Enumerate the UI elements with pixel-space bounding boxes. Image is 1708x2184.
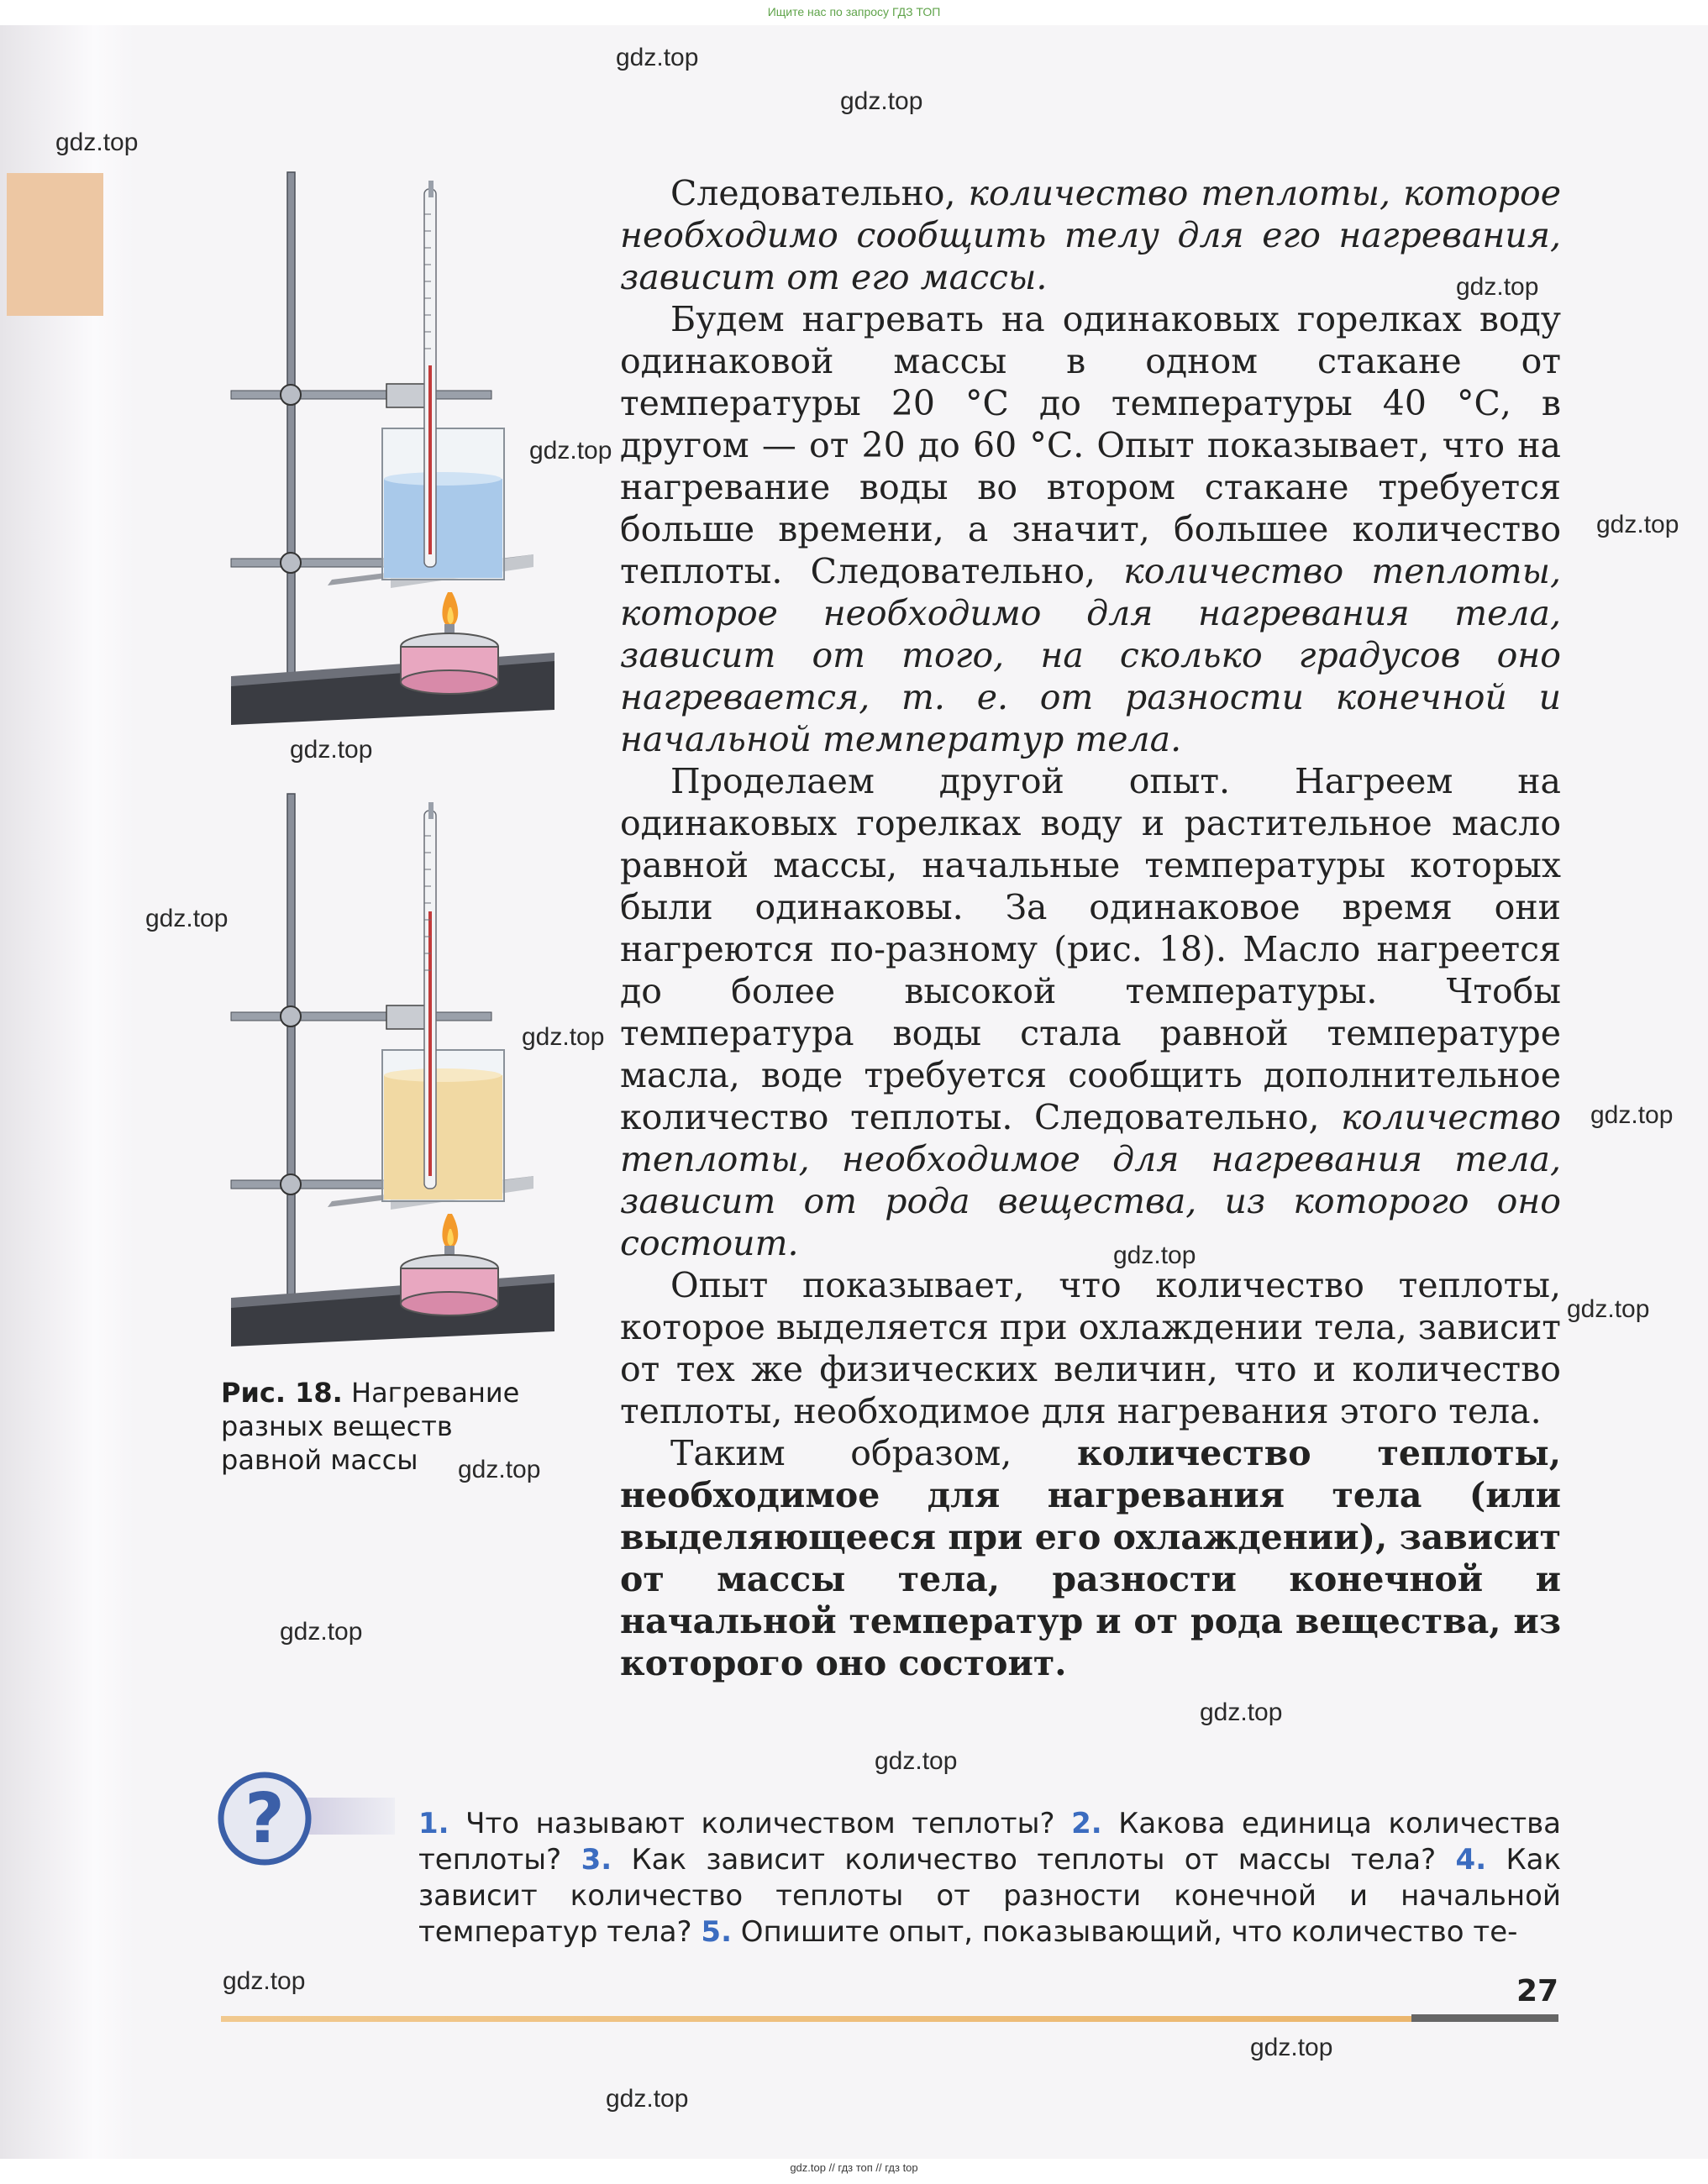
figure-water-heating	[214, 164, 567, 735]
watermark: gdz.top	[223, 1967, 306, 1995]
paragraph-1	[620, 172, 1561, 298]
watermark: gdz.top	[840, 87, 923, 115]
watermark: gdz.top	[280, 1618, 363, 1646]
stand-rod	[287, 172, 295, 680]
figure-caption-text: Нагревание разных веществ равной массы	[221, 1377, 520, 1476]
figure-caption-label: Рис. 18.	[221, 1377, 343, 1409]
text-run-italic: количество теплоты, которое необходимо для нагревания тела, зависит от того, на сколько градусов оно нагревается, т. е. от разности конечной и начальной температур тела.	[620, 551, 1561, 759]
text-run: Следовательно,	[670, 173, 969, 213]
main-text	[620, 172, 1561, 1684]
question-mark-glyph: ?	[244, 1779, 285, 1859]
question-text: Опишите опыт, показывающий, что количество те-	[731, 1915, 1518, 1949]
stand-rod	[287, 794, 295, 1302]
watermark: gdz.top	[606, 2085, 689, 2113]
paragraph-5	[620, 1432, 1561, 1684]
watermark: gdz.top	[616, 44, 699, 71]
oil	[384, 1075, 502, 1200]
clamp-rod-upper	[231, 1012, 491, 1021]
text-run: Будем нагревать на одинаковых горелках воду одинаковой массы в одном стакане от температуры 20 °С до температуры 40 °С, в другом — от 20 до 60 °С. Опыт показывает, что на нагревание воды во втором стакане требуется больше времени, а значит, большее количество теплоты. Следовательно,	[620, 299, 1561, 591]
text-run-italic: количество теплоты, которое необходимо сообщить телу для его нагревания, зависит от его массы.	[620, 173, 1561, 297]
clamp-rod-upper	[231, 391, 491, 399]
review-questions	[418, 1806, 1561, 1950]
question-number: 5.	[701, 1915, 732, 1949]
page-number: 27	[1516, 1974, 1559, 2008]
watermark: gdz.top	[529, 437, 612, 465]
watermark: gdz.top	[875, 1747, 958, 1775]
question-number: 4.	[1455, 1843, 1487, 1877]
paragraph-3	[620, 760, 1561, 1264]
watermark: gdz.top	[145, 905, 229, 932]
figure-oil-heating	[214, 785, 567, 1357]
bottom-note: gdz.top // гдз топ // гдз top	[790, 2161, 918, 2174]
watermark: gdz.top	[1456, 273, 1539, 301]
question-text: Что называют количеством теплоты?	[449, 1807, 1072, 1840]
question-number: 3.	[581, 1843, 612, 1877]
text-run: Таким образом,	[670, 1433, 1077, 1473]
watermark: gdz.top	[1590, 1101, 1674, 1129]
question-mark-icon	[214, 1768, 315, 1869]
text-run-bold: количество теплоты, необходимое для нагревания тела (или выделяющееся при его охлаждении), зависит от массы тела, разности конечной и начальной температур и от рода вещества, из которого оно состоит.	[620, 1433, 1561, 1683]
question-text: Как зависит количество теплоты от разности конечной и начальной температур тела?	[418, 1843, 1562, 1949]
water	[384, 479, 502, 578]
clamp-screw-upper	[281, 385, 301, 405]
text-run: Опыт показывает, что количество теплоты, которое выделяется при охлаждении тела, зависит от тех же физических величин, что и количество теплоты, необходимое для нагревания этого тела.	[620, 1265, 1561, 1431]
question-number: 2.	[1071, 1807, 1102, 1840]
watermark: gdz.top	[1200, 1698, 1283, 1726]
paragraph-2	[620, 298, 1561, 760]
clamp-screw-upper	[281, 1006, 301, 1026]
question-text: Как зависит количество теплоты от массы тела?	[612, 1843, 1456, 1877]
footer-rule-accent	[1411, 2014, 1558, 2022]
page-spine-shadow	[0, 25, 134, 2159]
clamp-screw-lower	[281, 1174, 301, 1194]
thermometer-liquid	[428, 365, 432, 554]
watermark: gdz.top	[290, 736, 373, 764]
text-run-italic: количество теплоты, необходимое для нагревания тела, зависит от рода вещества, из которого оно состоит.	[620, 1097, 1561, 1263]
watermark: gdz.top	[55, 129, 139, 156]
question-text: Какова единица количества теплоты?	[418, 1807, 1561, 1877]
question-number: 1.	[418, 1807, 449, 1840]
watermark: gdz.top	[1113, 1242, 1196, 1269]
text-run: Проделаем другой опыт. Нагреем на одинаковых горелках воду и растительное масло равной массы, начальные температуры которых были одинаковы. За одинаковое время они нагреются по-разному (рис. 18). Масло нагреется до более высокой температуры. Чтобы температура воды стала равной температуре масла, воде требуется сообщить дополнительное количество теплоты. Следовательно,	[620, 761, 1561, 1137]
watermark: gdz.top	[522, 1023, 605, 1051]
watermark: gdz.top	[1250, 2034, 1333, 2061]
top-search-note: Ищите нас по запросу ГДЗ ТОП	[767, 5, 941, 18]
footer-rule	[221, 2016, 1558, 2022]
page-edge-tab	[7, 173, 103, 316]
clamp-screw-lower	[281, 553, 301, 573]
paragraph-4	[620, 1264, 1561, 1432]
watermark: gdz.top	[1596, 511, 1679, 538]
watermark: gdz.top	[458, 1456, 541, 1483]
watermark: gdz.top	[1567, 1295, 1650, 1323]
thermometer-liquid	[428, 911, 432, 1176]
